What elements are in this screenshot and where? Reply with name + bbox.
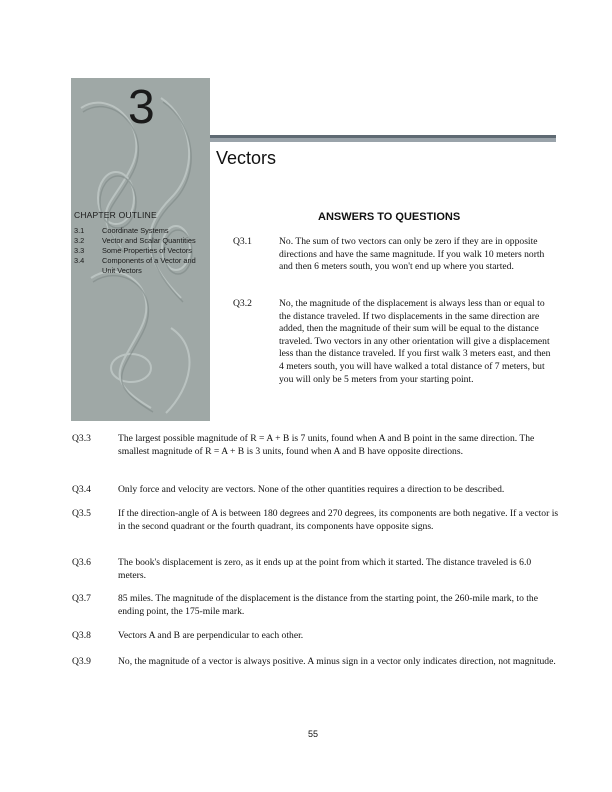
answer-text: The largest possible magnitude of R = A + B is 7 units, found when A and B point in the same direction. The smallest magnitude of R = A + B is 3 units, found when A and B have opposite directions. — [118, 433, 535, 457]
question-id: Q3.9 — [72, 656, 91, 667]
outline-item — [74, 236, 208, 246]
outline-item-number: 3.1 — [74, 226, 85, 235]
outline-item-number: 3.3 — [74, 246, 85, 255]
page-number: 55 — [308, 729, 319, 739]
answer-text: No, the magnitude of the displacement is always less than or equal to the distance traveled. If two displacements in the same direction are added, then the magnitude of their sum will be equal to the distance traveled. Two vectors in any other orientation will give a displacement less than the distance traveled. If you first walk 3 meters east, and then 4 meters south, you will have walked a total distance of 7 meters, but you will only be 5 meters from your starting point. — [279, 298, 551, 385]
question-id: Q3.8 — [72, 630, 91, 641]
question-id: Q3.3 — [72, 433, 91, 444]
outline-item-text: Components of a Vector and Unit Vectors — [102, 256, 196, 275]
outline-item — [74, 256, 208, 276]
answer-text: 85 miles. The magnitude of the displacement is the distance from the starting point, the 260-mile mark, to the ending point, the 175-mile mark. — [118, 593, 538, 617]
answer-text: If the direction-angle of A is between 180 degrees and 270 degrees, its components are both negative. If a vector is in the second quadrant or the fourth quadrant, its components have opposite signs. — [118, 508, 559, 532]
answer-text: Only force and velocity are vectors. None of the other quantities requires a direction to be described. — [118, 484, 505, 495]
question-id: Q3.1 — [233, 236, 252, 247]
question-id: Q3.2 — [233, 298, 252, 309]
answer-text: The book's displacement is zero, as it ends up at the point from which it started. The distance traveled is 6.0 meters. — [118, 557, 532, 581]
question-id: Q3.4 — [72, 484, 91, 495]
outline-heading: CHAPTER OUTLINE — [74, 210, 157, 220]
outline-item-text: Some Properties of Vectors — [102, 246, 192, 255]
answer-text: No, the magnitude of a vector is always positive. A minus sign in a vector only indicates direction, not magnitude. — [118, 656, 556, 667]
answers-heading: ANSWERS TO QUESTIONS — [318, 211, 461, 223]
chapter-title: Vectors — [216, 148, 277, 168]
outline-item-text: Coordinate Systems — [102, 226, 169, 235]
chapter-outline — [74, 210, 208, 276]
answer-text: No. The sum of two vectors can only be zero if they are in opposite directions and have the same magnitude. If you walk 10 meters north and then 6 meters south, you won't end up where you started. — [279, 236, 545, 273]
question-id: Q3.6 — [72, 557, 91, 568]
outline-item-number: 3.4 — [74, 256, 85, 265]
header-rule — [210, 135, 556, 142]
outline-item-number: 3.2 — [74, 236, 85, 245]
chapter-number: 3 — [128, 81, 155, 134]
outline-item — [74, 246, 208, 256]
question-id: Q3.5 — [72, 508, 91, 519]
question-id: Q3.7 — [72, 593, 91, 604]
outline-item-text: Vector and Scalar Quantities — [102, 236, 196, 245]
outline-item — [74, 226, 208, 236]
answer-text: Vectors A and B are perpendicular to each other. — [118, 630, 304, 641]
